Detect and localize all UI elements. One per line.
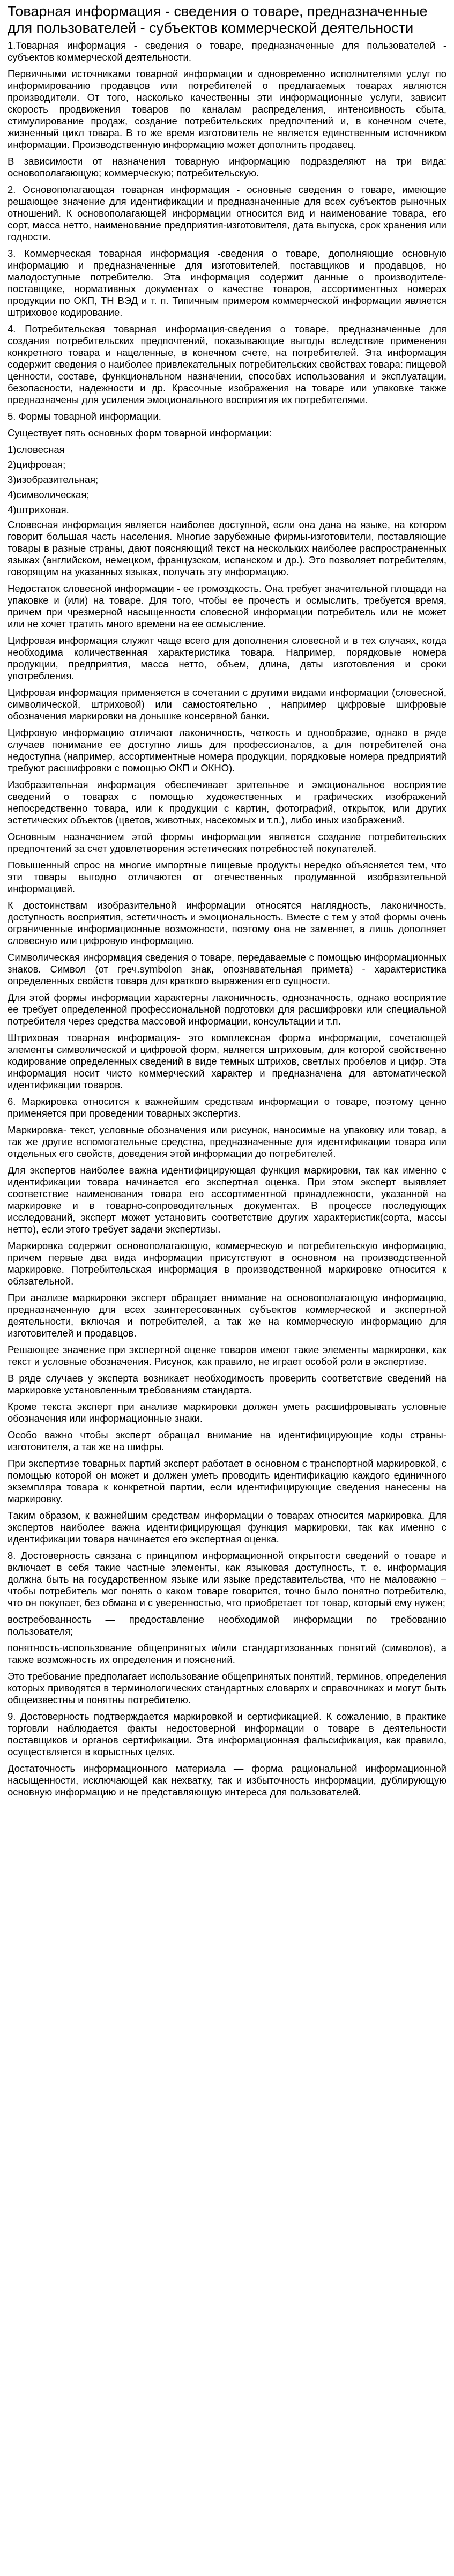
paragraph: Основным назначением этой формы информации является создание потребительских предпочтений за счет удовлетворения эстетических потребностей покупателей. (8, 831, 446, 854)
paragraph: 1)словесная (8, 444, 65, 455)
paragraph: Цифровую информацию отличают лаконичность, четкость и однообразие, однако в ряде случаев понимание ее доступно лишь для профессионалов, а для потребителей она недоступна (например, ассортиментные номера продукции, порядковые номера предприятий требуют расшифровки с помощью ОКП и ОКНО). (8, 727, 446, 774)
paragraph: Повышенный спрос на многие импортные пищевые продукты нередко объясняется тем, что эти товары выгодно отличаются от отечественных продуманной изобразительной информацией. (8, 859, 446, 894)
paragraph: Маркировка содержит основополагающую, коммерческую и потребительскую информацию, причем первые два вида информации присутствуют в основном на производственной маркировке. Потребительская информация в производственной маркировке относится к обязательной. (8, 1240, 446, 1287)
paragraph: 2. Основополагающая товарная информация - основные сведения о товаре, имеющие решающее значение для идентификации и предназначенные для всех субъектов рыночных отношений. К основополагающей информации относится вид и наименование товара, его сорт, масса нетто, наименование предприятия-изготовителя, дата выпуска, срок хранения или годности. (8, 184, 446, 242)
paragraph: Символическая информация сведения о товаре, передаваемые с помощью информационных знаков. Символ (от греч.symbolon знак, опознавательная примета) - характеристика определенных свойств товара для краткого выражения его сущности. (8, 952, 446, 986)
paragraph: 6. Маркировка относится к важнейшим средствам информации о товаре, поэтому ценно применяется при проведении товарных экспертиз. (8, 1096, 446, 1119)
paragraph: понятность-использование общепринятых и/или стандартизованных понятий (символов), а также возможность их определения и пояснений. (8, 1642, 446, 1665)
paragraph: Цифровая информация применяется в сочетании с другими видами информации (словесной, символической, штриховой) или самостоятельно , например цифровые шифровые обозначения маркировки на донышке консервной банки. (8, 687, 446, 722)
paragraph: 4)штриховая. (8, 504, 69, 515)
paragraph: В ряде случаев у эксперта возникает необходимость проверить соответствие сведений на маркировке установленным требованиям стандарта. (8, 1372, 446, 1395)
paragraph: Маркировка- текст, условные обозначения или рисунок, наносимые на упаковку или товар, а так же другие вспомогательные средства, предназначенные для идентификации товара или отдельных его свойств, доведения этой информации до потребителей. (8, 1124, 446, 1159)
paragraph: 3)изобразительная; (8, 474, 99, 485)
document-body (8, 40, 446, 1798)
paragraph: К достоинствам изобразительной информации относятся наглядность, лаконичность, доступность восприятия, эстетичность и эмоциональность. Вместе с тем у этой формы очень ограниченные информационные возможности, поэтому она не заменяет, а лишь дополняет словесную или цифровую информацию. (8, 900, 446, 946)
paragraph: 4)символическая; (8, 489, 90, 500)
paragraph: востребованность — предоставление необходимой информации по требованию пользователя; (8, 1614, 446, 1637)
paragraph: При экспертизе товарных партий эксперт работает в основном с транспортной маркировкой, с помощью которой он может и должен уметь проводить идентификацию каждого единичного экземпляра товара к конкретной партии, если идентифицирующие сведения нанесены на маркировку. (8, 1458, 446, 1504)
paragraph: Цифровая информация служит чаще всего для дополнения словесной и в тех случаях, когда необходима количественная характеристика товара. Например, порядковые номера продукции, предприятия, масса нетто, объем, длина, даты изготовления и сроки употребления. (8, 635, 446, 681)
paragraph: 8. Достоверность связана с принципом информационной открытости сведений о товаре и включает в себя такие частные элементы, как языковая доступность, т. е. информация должна быть на государственном языке или языке представительства, что не маловажно – чтобы потребитель мог понять о каком товаре говорится, точно было понятно потребителю, что он покупает, без обмана и с уверенностью, что приобретает тот товар, который ему нужен; (8, 1550, 446, 1608)
paragraph: 3. Коммерческая товарная информация -сведения о товаре, дополняющие основную информацию и предназначенные для изготовителей, поставщиков и продавцов, но малодоступные потребителю. Эта информация содержит данные о производителе-поставщике, нормативных документах о качестве товаров, ассортиментных номерах продукции по ОКП, ТН ВЭД и т. п. Типичным примером коммерческой информации является штриховое кодирование. (8, 248, 446, 318)
paragraph: Для этой формы информации характерны лаконичность, однозначность, однако восприятие ее требует определенной профессиональной подготовки для расшифровки или специальной потребителя через средства массовой информации, консультации и т.п. (8, 992, 446, 1027)
paragraph: 9. Достоверность подтверждается маркировкой и сертификацией. К сожалению, в практике торговли наблюдается факты недостоверной информации о товаре в деятельности поставщиков и органов сертификации. Эта информационная фальсификация, как правило, осуществляется в корыстных целях. (8, 1711, 446, 1757)
paragraph: 2)цифровая; (8, 459, 66, 470)
paragraph: Существует пять основных форм товарной информации: (8, 427, 272, 439)
paragraph: Это требование предполагает использование общепринятых понятий, терминов, определения которых приводятся в терминологических стандартных словарях и справочниках и могут быть общеизвестны и понятны потребителю. (8, 1671, 446, 1705)
document-title: Товарная информация - сведения о товаре, предназначенные для пользователей - субъектов коммерческой деятельности (8, 3, 428, 36)
paragraph: 4. Потребительская товарная информация-сведения о товаре, предназначенные для создания потребительских предпочтений, показывающие выгоды вследствие применения конкретного товара и нацеленные, в конечном счете, на потребителей. Эта информация содержит сведения о наиболее привлекательных потребительских свойствах товара: пищевой ценности, составе, функциональном назначении, способах использования и эксплуатации, безопасности, надежности и др. Красочные изображения на товаре или упаковке также предназначены для усиления эмоционального восприятия их потребителями. (8, 323, 446, 405)
paragraph: Таким образом, к важнейшим средствам информации о товарах относится маркировка. Для экспертов наиболее важна идентифицирующая функция маркировки, так как именно с идентификации товара начинается его экспертная оценка. (8, 1510, 446, 1545)
paragraph: Первичными источниками товарной информации и одновременно исполнителями услуг по информированию продавцов или потребителей о предлагаемых товарах являются производители. От того, насколько качественны эти информационные услуги, зависит скорость продвижения товаров по каналам распределения, интенсивность сбыта, стимулирование продаж, создание потребительских предпочтений и, в конечном счете, жизненный цикл товара. В то же время изготовитель не является единственным источником информации. Производственную информацию может дополнить продавец. (8, 68, 446, 150)
paragraph: Кроме текста эксперт при анализе маркировки должен уметь расшифровывать условные обозначения или информационные знаки. (8, 1401, 446, 1424)
paragraph: Достаточность информационного материала — форма рациональной информационной насыщенности, исключающей как нехватку, так и избыточность информации, дублирующую основную информацию и не представляющую интереса для пользователей. (8, 1763, 446, 1798)
paragraph: При анализе маркировки эксперт обращает внимание на основополагающую информацию, предназначенную для всех заинтересованных субъектов коммерческой и экспертной деятельности, включая и потребителей, а так же на коммерческую информацию для изготовителей и продавцов. (8, 1292, 446, 1339)
paragraph: Словесная информация является наиболее доступной, если она дана на языке, на котором говорит большая часть населения. Многие зарубежные фирмы-изготовители, поставляющие товары в разные страны, дают поясняющий текст на нескольких наиболее распространенных языках (английском, немецком, французском, испанском и др.). Это позволяет потребителям, говорящим на указанных языках, получать эту информацию. (8, 519, 446, 577)
paragraph: 5. Формы товарной информации. (8, 411, 161, 422)
paragraph: Недостаток словесной информации - ее громоздкость. Она требует значительной площади на упаковке и (или) на товаре. Для того, чтобы ее прочесть и осмыслить, требуется время, причем при чрезмерной насыщенности словесной информации потребитель или не может или не хочет тратить много времени на ее осмысление. (8, 583, 446, 629)
paragraph: Штриховая товарная информация- это комплексная форма информации, сочетающей элементы символической и цифровой форм, является штриховым, для которой свойственно кодирование определенных сведений в виде темных штрихов, светлых пробелов и цифр. Эта информация носит чисто коммерческий характер и предназначена для автоматической идентификации товаров. (8, 1032, 446, 1090)
paragraph: В зависимости от назначения товарную информацию подразделяют на три вида: основополагающую; коммерческую; потребительскую. (8, 155, 446, 179)
paragraph: Для экспертов наиболее важна идентифицирующая функция маркировки, так как именно с идентификации товара начинается его экспертная оценка. При этом эксперт выявляет соответствие наименования товара его ассортиментной принадлежности, указанной на маркировке и в товарно-сопроводительных документах. В процессе последующих исследований, эксперт может установить соответствие других характеристик(сорта, массы нетто), если этого требует задачи экспертизы. (8, 1164, 446, 1235)
paragraph: Изобразительная информация обеспечивает зрительное и эмоциональное восприятие сведений о товарах с помощью художественных и графических изображений непосредственно товара, или к продукции с картин, фотографий, открыток, или других эстетических объектов (цветов, животных, насекомых и т.п.), либо иных изображений. (8, 779, 446, 826)
paragraph: 1.Товарная информация - сведения о товаре, предназначенные для пользователей - субъектов коммерческой деятельности. (8, 40, 446, 63)
paragraph: Особо важно чтобы эксперт обращал внимание на идентифицирующие коды страны- изготовителя, а так же на шифры. (8, 1429, 446, 1452)
paragraph: Решающее значение при экспертной оценке товаров имеют такие элементы маркировки, как текст и условные обозначения. Рисунок, как правило, не играет особой роли в экспертизе. (8, 1344, 446, 1367)
